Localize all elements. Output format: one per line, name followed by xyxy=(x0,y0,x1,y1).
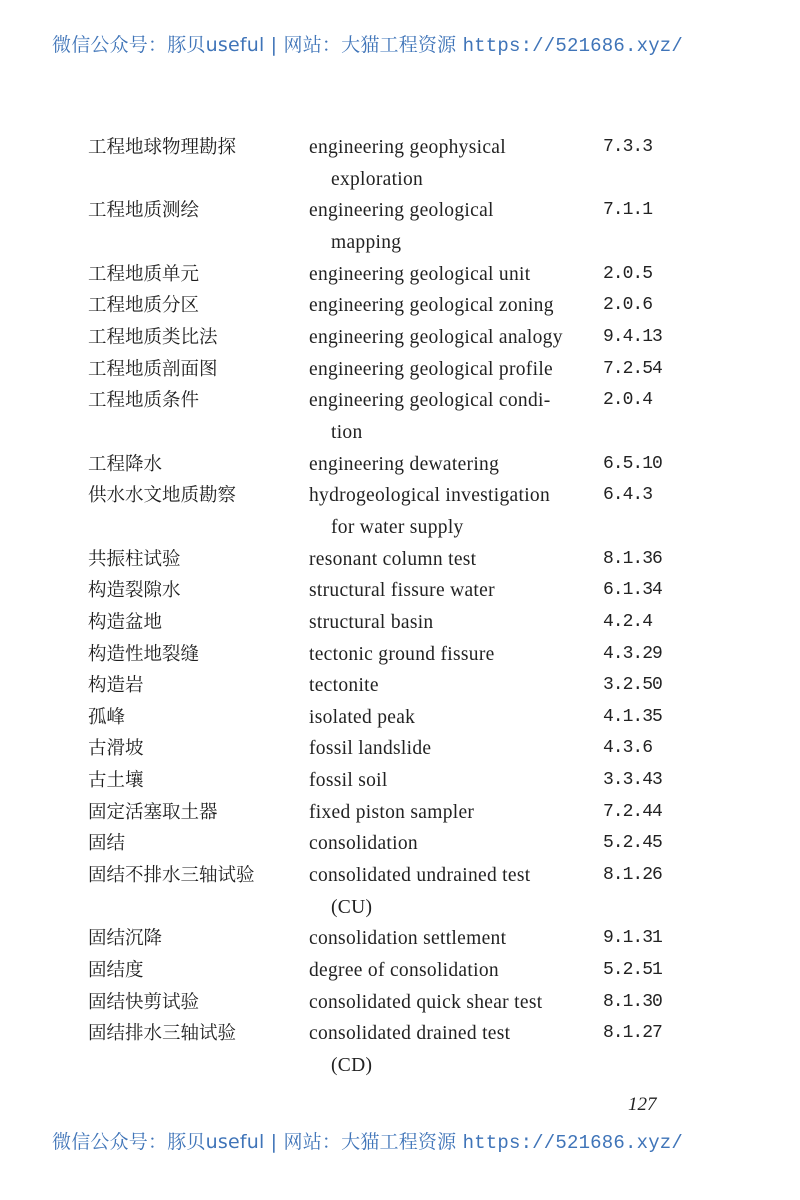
section-number: 2.0.6 xyxy=(603,295,653,316)
term-chinese: 工程地球物理勘探 xyxy=(88,137,237,158)
term-chinese: 固结不排水三轴试验 xyxy=(88,865,255,887)
watermark-footer xyxy=(52,1127,772,1154)
term-english: isolated peak xyxy=(309,706,416,728)
term-chinese: 构造盆地 xyxy=(88,611,163,633)
section-number: 7.2.54 xyxy=(603,358,662,379)
term-chinese: 孤峰 xyxy=(88,706,126,728)
term-chinese: 供水水文地质勘察 xyxy=(88,485,237,507)
glossary-entry xyxy=(0,765,800,797)
term-english-continued: tion xyxy=(331,421,363,443)
term-english-continued: mapping xyxy=(331,231,402,253)
watermark-text: 微信公众号：豚贝useful | 网站：大猫工程资源 xyxy=(52,1131,463,1153)
term-english: consolidation xyxy=(309,833,418,855)
term-english: structural fissure water xyxy=(309,580,495,602)
section-number: 6.1.34 xyxy=(603,580,662,601)
glossary-entry xyxy=(0,354,800,386)
term-english: resonant column test xyxy=(309,548,477,570)
section-number: 7.1.1 xyxy=(603,200,653,221)
glossary-entry xyxy=(0,987,800,1019)
term-chinese: 工程地质测绘 xyxy=(88,200,200,222)
glossary-entry xyxy=(0,702,800,734)
term-chinese: 固结快剪试验 xyxy=(88,991,200,1013)
term-english: consolidated quick shear test xyxy=(309,991,543,1013)
term-english-continued: exploration xyxy=(331,168,424,190)
term-chinese: 工程地质分区 xyxy=(88,295,200,317)
term-chinese: 固结 xyxy=(88,833,126,855)
term-chinese: 工程降水 xyxy=(88,453,163,475)
glossary-entry xyxy=(0,923,800,955)
term-english: engineering geological condi- xyxy=(309,390,551,412)
term-chinese: 构造裂隙水 xyxy=(88,580,181,602)
term-english: tectonite xyxy=(309,675,379,697)
glossary-entry xyxy=(0,544,800,576)
glossary-entry xyxy=(0,480,800,543)
glossary-entry xyxy=(0,670,800,702)
term-english: consolidated undrained test xyxy=(309,865,531,887)
section-number: 8.1.36 xyxy=(603,548,662,569)
section-number: 2.0.4 xyxy=(603,390,653,411)
term-chinese: 固结沉降 xyxy=(88,928,163,950)
glossary-list xyxy=(0,132,800,1082)
section-number: 5.2.45 xyxy=(603,833,662,854)
term-chinese: 固结排水三轴试验 xyxy=(88,1023,237,1045)
section-number: 7.3.3 xyxy=(603,137,653,157)
glossary-entry xyxy=(0,733,800,765)
term-english-continued: for water supply xyxy=(331,516,464,538)
section-number: 4.3.29 xyxy=(603,643,662,664)
term-english: fossil landslide xyxy=(309,738,432,760)
section-number: 8.1.26 xyxy=(603,865,662,886)
glossary-entry xyxy=(0,860,800,923)
glossary-entry xyxy=(0,259,800,291)
term-english: consolidated drained test xyxy=(309,1023,511,1045)
section-number: 6.4.3 xyxy=(603,485,653,506)
glossary-entry xyxy=(0,607,800,639)
term-english: engineering geological unit xyxy=(309,263,531,285)
glossary-entry xyxy=(0,132,800,195)
section-number: 8.1.27 xyxy=(603,1023,662,1044)
section-number: 3.3.43 xyxy=(603,770,662,791)
term-chinese: 古滑坡 xyxy=(88,738,144,760)
term-chinese: 构造岩 xyxy=(88,675,144,697)
term-chinese: 工程地质单元 xyxy=(88,263,200,285)
term-english-continued: (CU) xyxy=(331,896,373,918)
page-number: 127 xyxy=(628,1094,657,1115)
term-english: engineering geological xyxy=(309,200,494,222)
term-english: engineering geophysical xyxy=(309,137,506,158)
term-chinese: 共振柱试验 xyxy=(88,548,181,570)
term-english: engineering dewatering xyxy=(309,453,500,475)
glossary-entry xyxy=(0,385,800,448)
term-english: degree of consolidation xyxy=(309,960,499,982)
watermark-text: 微信公众号：豚贝useful | 网站：大猫工程资源 xyxy=(52,34,463,56)
term-english: tectonic ground fissure xyxy=(309,643,495,665)
term-english: engineering geological zoning xyxy=(309,295,554,317)
term-english: structural basin xyxy=(309,611,434,633)
glossary-entry xyxy=(0,797,800,829)
section-number: 4.1.35 xyxy=(603,706,662,727)
term-english: engineering geological profile xyxy=(309,358,553,380)
section-number: 4.3.6 xyxy=(603,738,653,759)
term-english: engineering geological analogy xyxy=(309,326,563,348)
glossary-entry xyxy=(0,575,800,607)
section-number: 7.2.44 xyxy=(603,801,662,822)
term-chinese: 工程地质类比法 xyxy=(88,326,218,348)
section-number: 6.5.10 xyxy=(603,453,662,474)
section-number: 4.2.4 xyxy=(603,611,653,632)
glossary-entry xyxy=(0,195,800,258)
watermark-url: https://521686.xyz/ xyxy=(462,35,683,57)
section-number: 9.1.31 xyxy=(603,928,662,949)
section-number: 9.4.13 xyxy=(603,326,662,347)
term-chinese: 工程地质剖面图 xyxy=(88,358,218,380)
glossary-entry xyxy=(0,639,800,671)
glossary-entry xyxy=(0,290,800,322)
term-chinese: 固结度 xyxy=(88,960,144,982)
section-number: 5.2.51 xyxy=(603,960,662,981)
glossary-entry xyxy=(0,955,800,987)
term-chinese: 构造性地裂缝 xyxy=(88,643,200,665)
term-english: hydrogeological investigation xyxy=(309,485,551,507)
term-english: fossil soil xyxy=(309,770,388,792)
term-chinese: 固定活塞取土器 xyxy=(88,801,218,823)
term-english-continued: (CD) xyxy=(331,1055,373,1077)
term-chinese: 工程地质条件 xyxy=(88,390,200,412)
term-chinese: 古土壤 xyxy=(88,770,144,792)
term-english: fixed piston sampler xyxy=(309,801,475,823)
glossary-entry xyxy=(0,322,800,354)
watermark-url: https://521686.xyz/ xyxy=(462,1132,683,1154)
glossary-entry xyxy=(0,449,800,481)
glossary-entry xyxy=(0,828,800,860)
section-number: 8.1.30 xyxy=(603,991,662,1012)
section-number: 3.2.50 xyxy=(603,675,662,696)
term-english: consolidation settlement xyxy=(309,928,507,950)
watermark-header xyxy=(52,30,772,57)
section-number: 2.0.5 xyxy=(603,263,653,284)
glossary-entry xyxy=(0,1018,800,1081)
